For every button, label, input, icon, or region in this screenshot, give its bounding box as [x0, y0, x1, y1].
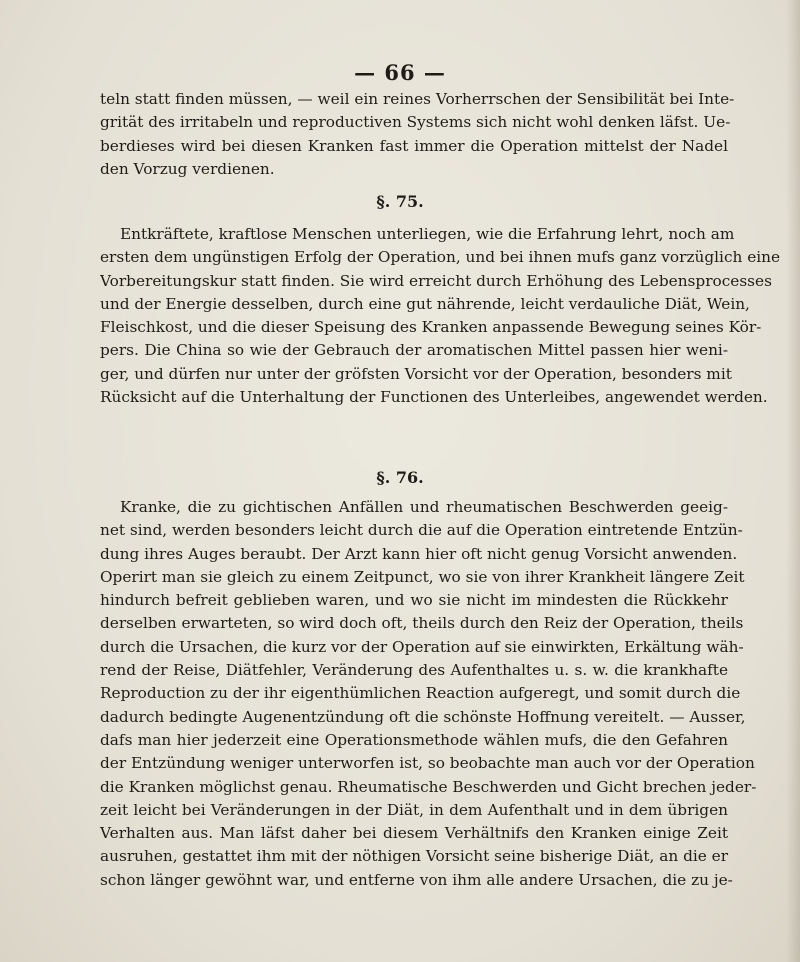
- text-line: die Kranken möglichst genau. Rheumatische Beschwerden und Gicht brechen jeder-: [100, 777, 757, 796]
- text-line: rend der Reise, Diätfehler, Veränderung des Aufenthaltes u. s. w. die krankhafte: [100, 661, 728, 680]
- text-line: ersten dem ungünstigen Erfolg der Operation, und bei ihnen mufs ganz vorzüglich eine: [100, 248, 781, 267]
- text-line: zeit leicht bei Veränderungen in der Diät, in dem Aufenthalt und in dem übrigen: [100, 800, 728, 819]
- text-line: Vorbereitungskur statt finden. Sie wird erreicht durch Erhöhung des Lebensprocesses: [100, 271, 772, 290]
- page-number: — 66 —: [354, 60, 446, 85]
- text-line: den Vorzug verdienen.: [100, 159, 275, 178]
- text-line: hindurch befreit geblieben waren, und wo sie nicht im mindesten die Rückkehr: [100, 591, 728, 610]
- text-line: ausruhen, gestattet ihm mit der nöthigen Vorsicht seine bisherige Diät, an die er: [100, 847, 729, 866]
- text-line: Rücksicht auf die Unterhaltung der Functionen des Unterleibes, angewendet werden.: [100, 388, 768, 407]
- text-line: der Entzündung weniger unterworfen ist, so beobachte man auch vor der Operation: [100, 754, 755, 773]
- text-line: derselben erwarteten, so wird doch oft, theils durch den Reiz der Operation, theils: [100, 614, 744, 633]
- text-line: Kranke, die zu gichtischen Anfällen und rheumatischen Beschwerden geeig-: [120, 498, 728, 516]
- paragraph-continued: [100, 88, 735, 181]
- page-edge-shadow: [786, 0, 800, 962]
- paragraph-section-76: [100, 496, 757, 892]
- text-line: dafs man hier jederzeit eine Operationsmethode wählen mufs, die den Gefahren: [100, 730, 728, 749]
- text-line: Entkräftete, kraftlose Menschen unterliegen, wie die Erfahrung lehrt, noch am: [120, 225, 735, 243]
- paragraph-section-75: [100, 223, 781, 409]
- text-line: schon länger gewöhnt war, und entferne von ihm alle andere Ursachen, die zu je-: [100, 870, 733, 889]
- text-line: und der Energie desselben, durch eine gut nährende, leicht verdauliche Diät, Wein,: [100, 294, 750, 313]
- section-heading-75: §. 75.: [376, 192, 424, 211]
- text-line: dadurch bedingte Augenentzündung oft die schönste Hoffnung vereitelt. — Ausser,: [100, 707, 746, 726]
- text-line: durch die Ursachen, die kurz vor der Operation auf sie einwirkten, Erkältung wäh-: [100, 637, 744, 656]
- text-line: Reproduction zu der ihr eigenthümlichen Reaction aufgeregt, und somit durch die: [100, 684, 741, 703]
- text-line: ger, und dürfen nur unter der gröfsten Vorsicht vor der Operation, besonders mit: [100, 364, 732, 383]
- text-line: Fleischkost, und die dieser Speisung des Kranken anpassende Bewegung seines Kör-: [100, 318, 762, 337]
- text-line: pers. Die China so wie der Gebrauch der aromatischen Mittel passen hier weni-: [100, 341, 728, 360]
- text-line: berdieses wird bei diesen Kranken fast immer die Operation mittelst der Nadel: [100, 136, 728, 155]
- text-line: teln statt finden müssen, — weil ein reines Vorherrschen der Sensibilität bei Inte-: [100, 90, 735, 108]
- text-line: Operirt man sie gleich zu einem Zeitpunct, wo sie von ihrer Krankheit längere Zeit: [100, 567, 745, 586]
- text-line: Verhalten aus. Man läfst daher bei diesem Verhältnifs den Kranken einige Zeit: [100, 824, 728, 843]
- text-line: grität des irritabeln und reproductiven Systems sich nicht wohl denken läfst. Ue-: [100, 113, 731, 132]
- text-line: net sind, werden besonders leicht durch die auf die Operation eintretende Entzün-: [100, 521, 743, 540]
- section-heading-76: §. 76.: [376, 468, 424, 487]
- text-line: dung ihres Auges beraubt. Der Arzt kann hier oft nicht genug Vorsicht anwenden.: [100, 544, 738, 563]
